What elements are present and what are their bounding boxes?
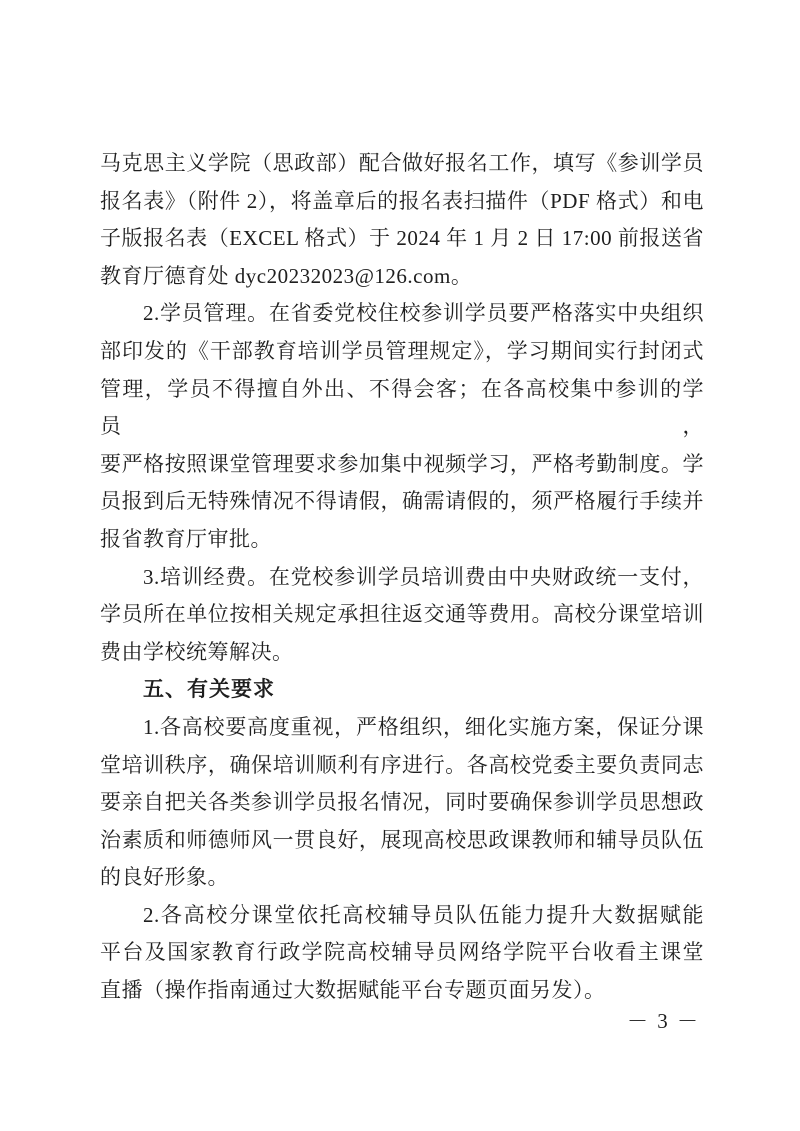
para-requirement-1-line-5: 的良好形象。	[100, 865, 229, 890]
para-requirement-1-line-3: 要亲自把关各类参训学员报名情况，同时要确保参训学员思想政	[100, 790, 704, 815]
para-registration-continued-line-1: 马克思主义学院（思政部）配合做好报名工作，填写《参训学员	[100, 151, 704, 175]
para-student-management-line-3: 管理，学员不得擅自外出、不得会客；在各高校集中参训的学员，	[100, 376, 704, 439]
para-registration-continued-line-2: 报名表》（附件 2），将盖章后的报名表扫描件（PDF 格式）和电	[100, 188, 704, 213]
para-training-funds-line-2: 学员所在单位按相关规定承担往返交通等费用。高校分课堂培训	[100, 602, 704, 627]
para-requirement-2-line-2: 平台及国家教育行政学院高校辅导员网络学院平台收看主课堂	[100, 940, 704, 965]
para-student-management-line-6: 报省教育厅审批。	[100, 526, 272, 551]
page-number: － 3 －	[627, 1009, 700, 1033]
para-training-funds-line-1: 3.培训经费。在党校参训学员培训费由中央财政统一支付，	[143, 564, 704, 589]
heading-section-five-line-1: 五、有关要求	[143, 678, 275, 702]
para-requirement-2-line-3: 直播（操作指南通过大数据赋能平台专题页面另发）。	[100, 978, 606, 1003]
para-requirement-1-line-1: 1.各高校要高度重视，严格组织，细化实施方案，保证分课	[143, 714, 704, 739]
para-student-management-line-2: 部印发的《干部教育培训学员管理规定》，学习期间实行封闭式	[100, 338, 704, 363]
para-registration-continued-line-3: 子版报名表（EXCEL 格式）于 2024 年 1 月 2 日 17:00 前报送省	[100, 226, 704, 251]
para-student-management-line-5: 员报到后无特殊情况不得请假，确需请假的，须严格履行手续并	[100, 489, 704, 514]
para-requirement-1-line-2: 堂培训秩序，确保培训顺利有序进行。各高校党委主要负责同志	[100, 752, 704, 777]
para-student-management-line-4: 要严格按照课堂管理要求参加集中视频学习，严格考勤制度。学	[100, 451, 704, 476]
para-student-management-line-1: 2.学员管理。在省委党校住校参训学员要严格落实中央组织	[143, 301, 704, 326]
para-requirement-2-line-1: 2.各高校分课堂依托高校辅导员队伍能力提升大数据赋能	[143, 902, 704, 927]
para-requirement-1-line-4: 治素质和师德师风一贯良好，展现高校思政课教师和辅导员队伍	[100, 827, 704, 852]
para-training-funds-line-3: 费由学校统筹解决。	[100, 639, 294, 664]
para-registration-continued-line-4: 教育厅德育处 dyc20232023@126.com。	[100, 263, 473, 288]
document-body	[100, 145, 704, 1010]
